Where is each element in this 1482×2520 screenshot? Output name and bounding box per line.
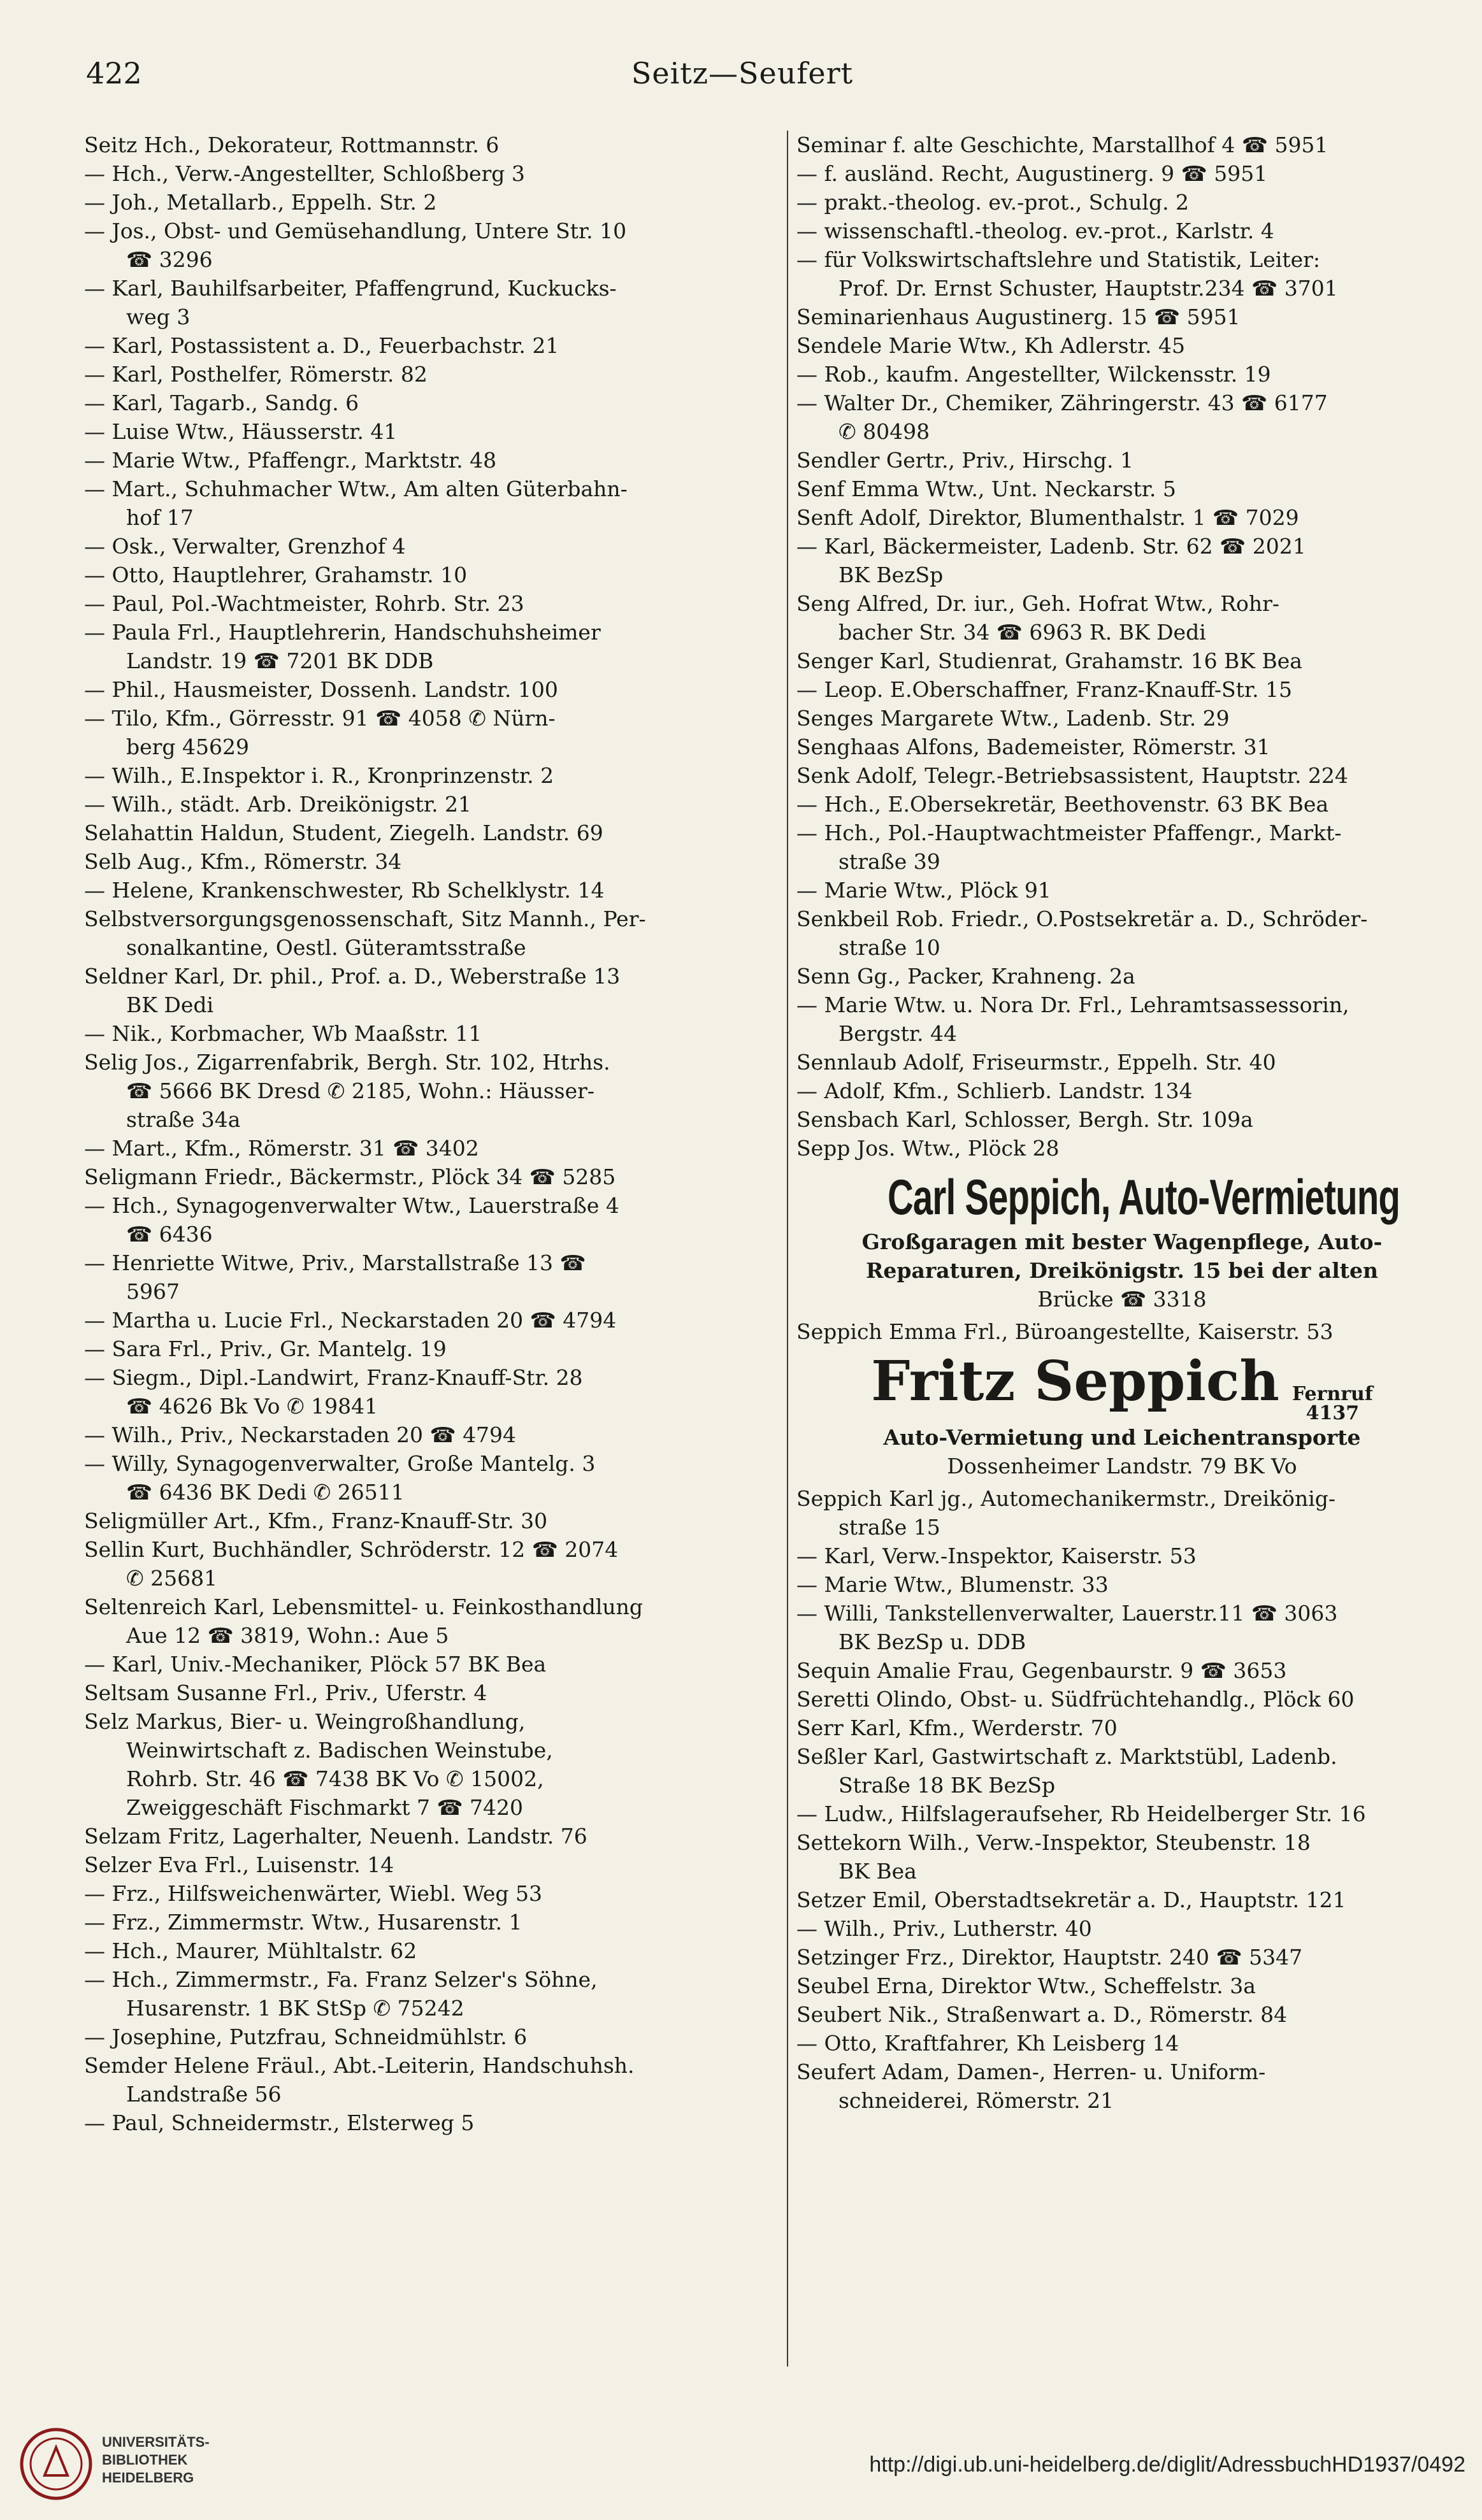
- directory-entry: — f. ausländ. Recht, Augustinerg. 9 ☎ 5951: [796, 161, 1268, 186]
- directory-entry: Senkbeil Rob. Friedr., O.Postsekretär a. D., Schröder-: [796, 906, 1368, 931]
- directory-entry: straße 39: [796, 849, 940, 874]
- directory-entry: Seufert Adam, Damen-, Herren- u. Uniform-: [796, 2059, 1266, 2084]
- directory-entry: hof 17: [84, 505, 194, 530]
- directory-entry: — Otto, Kraftfahrer, Kh Leisberg 14: [796, 2031, 1179, 2056]
- directory-entry: — für Volkswirtschaftslehre und Statistik, Leiter:: [796, 247, 1320, 272]
- directory-entry: — Leop. E.Oberschaffner, Franz-Knauff-Str. 15: [796, 677, 1293, 702]
- directory-entry: straße 10: [796, 935, 940, 960]
- directory-entry: straße 15: [796, 1515, 940, 1540]
- directory-entry: — Karl, Bauhilfsarbeiter, Pfaffengrund, Kuckucks-: [84, 276, 617, 301]
- directory-entry: — Otto, Hauptlehrer, Grahamstr. 10: [84, 562, 468, 587]
- column-divider: [787, 131, 788, 2366]
- left-column: [84, 131, 781, 2137]
- directory-entry: Rohrb. Str. 46 ☎ 7438 BK Vo ✆ 15002,: [84, 1766, 544, 1791]
- ad-fritz-seppich-title: Fritz Seppich: [871, 1349, 1279, 1414]
- directory-entry: — Willy, Synagogenverwalter, Große Mantelg. 3: [84, 1451, 596, 1476]
- right-column-mid-entries: [796, 1317, 1448, 1346]
- directory-entry: Straße 18 BK BezSp: [796, 1773, 1056, 1798]
- directory-entry: Sennlaub Adolf, Friseurmstr., Eppelh. Str. 40: [796, 1050, 1276, 1075]
- directory-entry: — Sara Frl., Priv., Gr. Mantelg. 19: [84, 1336, 447, 1361]
- directory-entry: — Tilo, Kfm., Görresstr. 91 ☎ 4058 ✆ Nürn-: [84, 706, 556, 731]
- directory-entry: Selig Jos., Zigarrenfabrik, Bergh. Str. 102, Htrhs.: [84, 1050, 610, 1075]
- source-url-link[interactable]: http://digi.ub.uni-heidelberg.de/diglit/AdressbuchHD1937/0492: [869, 2452, 1465, 2477]
- directory-entry: 5967: [84, 1279, 180, 1304]
- ad-fritz-seppich-fernruf: [1292, 1385, 1373, 1423]
- directory-entry: ☎ 5666 BK Dresd ✆ 2185, Wohn.: Häusser-: [84, 1078, 595, 1103]
- library-name-line: UNIVERSITÄTS-: [102, 2434, 210, 2450]
- directory-entry: Sensbach Karl, Schlosser, Bergh. Str. 109a: [796, 1107, 1253, 1132]
- directory-entry: Serr Karl, Kfm., Werderstr. 70: [796, 1715, 1118, 1740]
- page-footer: [0, 2414, 1482, 2520]
- directory-entry: Seubert Nik., Straßenwart a. D., Römerstr. 84: [796, 2002, 1288, 2027]
- directory-entry: — Mart., Kfm., Römerstr. 31 ☎ 3402: [84, 1136, 479, 1161]
- directory-entry: — Jos., Obst- und Gemüsehandlung, Untere Str. 10: [84, 218, 627, 243]
- directory-entry: Sendele Marie Wtw., Kh Adlerstr. 45: [796, 333, 1185, 358]
- directory-entry: Selzam Fritz, Lagerhalter, Neuenh. Landstr. 76: [84, 1824, 587, 1849]
- directory-entry: Sendler Gertr., Priv., Hirschg. 1: [796, 448, 1134, 473]
- directory-entry: — Frz., Hilfsweichenwärter, Wiebl. Weg 53: [84, 1881, 542, 1906]
- directory-entry: — Paul, Pol.-Wachtmeister, Rohrb. Str. 23: [84, 591, 524, 616]
- directory-entry: — Ludw., Hilfslageraufseher, Rb Heidelberger Str. 16: [796, 1801, 1366, 1826]
- directory-entry: Seligmann Friedr., Bäckermstr., Plöck 34 ☎ 5285: [84, 1164, 616, 1189]
- directory-entry: Sellin Kurt, Buchhändler, Schröderstr. 12 ☎ 2074: [84, 1537, 619, 1562]
- directory-entry: Seltenreich Karl, Lebensmittel- u. Feinkosthandlung: [84, 1594, 644, 1619]
- directory-entry: — Paul, Schneidermstr., Elsterweg 5: [84, 2110, 475, 2135]
- directory-entry: Seligmüller Art., Kfm., Franz-Knauff-Str. 30: [84, 1508, 548, 1533]
- ad-carl-seppich-line1: Großgaragen mit bester Wagenpflege, Auto-: [861, 1229, 1383, 1254]
- directory-entry: — Osk., Verwalter, Grenzhof 4: [84, 534, 406, 559]
- directory-entry: Senger Karl, Studienrat, Grahamstr. 16 BK Bea: [796, 648, 1302, 673]
- directory-entry: — Karl, Bäckermeister, Ladenb. Str. 62 ☎ 2021: [796, 534, 1306, 559]
- directory-entry: ☎ 6436 BK Dedi ✆ 26511: [84, 1480, 405, 1505]
- directory-entry: Seminarienhaus Augustinerg. 15 ☎ 5951: [796, 304, 1241, 329]
- directory-entry: — Karl, Verw.-Inspektor, Kaiserstr. 53: [796, 1543, 1197, 1568]
- directory-entry: Landstr. 19 ☎ 7201 BK DDB: [84, 648, 434, 673]
- directory-entry: Seitz Hch., Dekorateur, Rottmannstr. 6: [84, 132, 500, 157]
- directory-entry: — Wilh., Priv., Lutherstr. 40: [796, 1916, 1092, 1941]
- directory-entry: — Wilh., E.Inspektor i. R., Kronprinzenstr. 2: [84, 763, 554, 788]
- directory-entry: Senghaas Alfons, Bademeister, Römerstr. 31: [796, 734, 1270, 759]
- directory-entry: — Marie Wtw., Blumenstr. 33: [796, 1572, 1109, 1597]
- ad-fritz-seppich-line2: Dossenheimer Landstr. 79 BK Vo: [947, 1454, 1297, 1478]
- directory-entry: Prof. Dr. Ernst Schuster, Hauptstr.234 ☎ 3701: [796, 276, 1338, 301]
- directory-entry: Selbstversorgungsgenossenschaft, Sitz Mannh., Per-: [84, 906, 646, 931]
- directory-entry: — Wilh., städt. Arb. Dreikönigstr. 21: [84, 792, 472, 817]
- directory-entry: Bergstr. 44: [796, 1021, 957, 1046]
- directory-entry: — Hch., E.Obersekretär, Beethovenstr. 63 BK Bea: [796, 792, 1329, 817]
- ad-fritz-seppich-line1: Auto-Vermietung und Leichentransporte: [883, 1425, 1361, 1450]
- directory-entry: — Adolf, Kfm., Schlierb. Landstr. 134: [796, 1078, 1193, 1103]
- directory-entry: BK BezSp u. DDB: [796, 1629, 1026, 1654]
- directory-entry: Seminar f. alte Geschichte, Marstallhof 4 ☎ 5951: [796, 132, 1328, 157]
- directory-entry: Aue 12 ☎ 3819, Wohn.: Aue 5: [84, 1623, 449, 1648]
- ad-carl-seppich-title: Carl Seppich, Auto-Vermietung: [888, 1169, 1400, 1225]
- fernruf-label: Fernruf: [1291, 1383, 1373, 1405]
- directory-entry: BK Dedi: [84, 992, 214, 1017]
- directory-entry: — Rob., kaufm. Angestellter, Wilckensstr. 19: [796, 362, 1271, 387]
- directory-entry: — Wilh., Priv., Neckarstaden 20 ☎ 4794: [84, 1422, 517, 1447]
- directory-entry: BK Bea: [796, 1859, 917, 1884]
- directory-entry: Landstraße 56: [84, 2082, 282, 2107]
- directory-entry: — Mart., Schuhmacher Wtw., Am alten Güterbahn-: [84, 476, 628, 501]
- directory-entry: Selzer Eva Frl., Luisenstr. 14: [84, 1852, 394, 1877]
- fernruf-number: 4137: [1306, 1402, 1360, 1424]
- ad-carl-seppich-line2: Reparaturen, Dreikönigstr. 15 bei der alten: [865, 1258, 1378, 1283]
- directory-entry: Setzer Emil, Oberstadtsekretär a. D., Hauptstr. 121: [796, 1887, 1346, 1912]
- page-header: [86, 56, 1399, 107]
- directory-entry: Seubel Erna, Direktor Wtw., Scheffelstr. 3a: [796, 1973, 1256, 1998]
- right-column-top-entries: [796, 131, 1448, 1163]
- right-column: [796, 131, 1448, 2115]
- ad-carl-seppich-line3: Brücke ☎ 3318: [1037, 1287, 1207, 1312]
- university-seal-icon: [18, 2426, 94, 2502]
- directory-entry: Seng Alfred, Dr. iur., Geh. Hofrat Wtw., Rohr-: [796, 591, 1280, 616]
- directory-entry: Semder Helene Fräul., Abt.-Leiterin, Handschuhsh.: [84, 2053, 635, 2078]
- directory-entry: Senges Margarete Wtw., Ladenb. Str. 29: [796, 706, 1230, 731]
- directory-entry: bacher Str. 34 ☎ 6963 R. BK Dedi: [796, 620, 1206, 645]
- library-name-line: BIBLIOTHEK: [102, 2452, 188, 2468]
- directory-entry: — Marie Wtw., Pfaffengr., Marktstr. 48: [84, 448, 497, 473]
- right-column-bottom-entries: [796, 1484, 1448, 2115]
- directory-entry: Senf Emma Wtw., Unt. Neckarstr. 5: [796, 476, 1176, 501]
- directory-entry: ☎ 3296: [84, 247, 213, 272]
- library-name-line: HEIDELBERG: [102, 2470, 194, 2486]
- directory-entry: — Marie Wtw., Plöck 91: [796, 878, 1051, 903]
- directory-entry: — Nik., Korbmacher, Wb Maaßstr. 11: [84, 1021, 482, 1046]
- directory-entry: Setzinger Frz., Direktor, Hauptstr. 240 ☎ 5347: [796, 1945, 1303, 1970]
- directory-entry: Seppich Karl jg., Automechanikermstr., Dreikönig-: [796, 1486, 1336, 1511]
- directory-entry: — Hch., Synagogenverwalter Wtw., Lauerstraße 4: [84, 1193, 619, 1218]
- directory-entry: schneiderei, Römerstr. 21: [796, 2088, 1114, 2113]
- directory-entry: — Karl, Postassistent a. D., Feuerbachstr. 21: [84, 333, 559, 358]
- directory-entry: weg 3: [84, 304, 191, 329]
- library-name: [102, 2433, 210, 2487]
- directory-entry: — Phil., Hausmeister, Dossenh. Landstr. 100: [84, 677, 558, 702]
- directory-entry: — Paula Frl., Hauptlehrerin, Handschuhsheimer: [84, 620, 601, 645]
- directory-entry: Seßler Karl, Gastwirtschaft z. Marktstübl, Ladenb.: [796, 1744, 1337, 1769]
- directory-entry: Seltsam Susanne Frl., Priv., Uferstr. 4: [84, 1680, 487, 1705]
- directory-entry: — Hch., Pol.-Hauptwachtmeister Pfaffengr., Markt-: [796, 820, 1342, 845]
- directory-entry: — Willi, Tankstellenverwalter, Lauerstr.11 ☎ 3063: [796, 1601, 1338, 1626]
- directory-entry: — Karl, Tagarb., Sandg. 6: [84, 390, 359, 415]
- directory-entry: — Joh., Metallarb., Eppelh. Str. 2: [84, 190, 437, 215]
- directory-entry: Weinwirtschaft z. Badischen Weinstube,: [84, 1738, 553, 1763]
- directory-entry: — Karl, Univ.-Mechaniker, Plöck 57 BK Bea: [84, 1652, 547, 1677]
- directory-entry: berg 45629: [84, 734, 250, 759]
- directory-entry: — Walter Dr., Chemiker, Zähringerstr. 43 ☎ 6177: [796, 390, 1328, 415]
- directory-entry: — Hch., Maurer, Mühltalstr. 62: [84, 1938, 417, 1963]
- directory-entry: Settekorn Wilh., Verw.-Inspektor, Steubenstr. 18: [796, 1830, 1311, 1855]
- directory-entry: ☎ 6436: [84, 1222, 213, 1247]
- ad-fritz-seppich: [796, 1350, 1448, 1480]
- directory-entry: ☎ 4626 Bk Vo ✆ 19841: [84, 1394, 378, 1419]
- directory-entry: — prakt.-theolog. ev.-prot., Schulg. 2: [796, 190, 1190, 215]
- directory-entry: Senn Gg., Packer, Krahneng. 2a: [796, 964, 1135, 989]
- directory-entry: Seretti Olindo, Obst- u. Südfrüchtehandlg., Plöck 60: [796, 1687, 1355, 1712]
- directory-entry: Sequin Amalie Frau, Gegenbaurstr. 9 ☎ 3653: [796, 1658, 1287, 1683]
- directory-entry: straße 34a: [84, 1107, 241, 1132]
- directory-entry: Husarenstr. 1 BK StSp ✆ 75242: [84, 1996, 464, 2021]
- directory-entry: Seppich Emma Frl., Büroangestellte, Kaiserstr. 53: [796, 1319, 1334, 1344]
- directory-entry: sonalkantine, Oestl. Güteramtsstraße: [84, 935, 526, 960]
- running-head: Seitz—Seufert: [631, 56, 854, 90]
- directory-entry: BK BezSp: [796, 562, 944, 587]
- directory-entry: ✆ 25681: [84, 1566, 218, 1591]
- directory-entry: — Helene, Krankenschwester, Rb Schelklystr. 14: [84, 878, 605, 903]
- directory-entry: Seldner Karl, Dr. phil., Prof. a. D., Weberstraße 13: [84, 964, 621, 989]
- page-number: 422: [86, 56, 142, 90]
- directory-entry: — Martha u. Lucie Frl., Neckarstaden 20 ☎ 4794: [84, 1308, 617, 1333]
- directory-entry: — Siegm., Dipl.-Landwirt, Franz-Knauff-Str. 28: [84, 1365, 583, 1390]
- directory-entry: — Frz., Zimmermstr. Wtw., Husarenstr. 1: [84, 1910, 522, 1935]
- directory-entry: Selz Markus, Bier- u. Weingroßhandlung,: [84, 1709, 526, 1734]
- directory-entry: — Henriette Witwe, Priv., Marstallstraße 13 ☎: [84, 1250, 586, 1275]
- directory-entry: Sepp Jos. Wtw., Plöck 28: [796, 1136, 1060, 1161]
- directory-entry: ✆ 80498: [796, 419, 930, 444]
- directory-entry: Zweiggeschäft Fischmarkt 7 ☎ 7420: [84, 1795, 524, 1820]
- directory-entry: — wissenschaftl.-theolog. ev.-prot., Karlstr. 4: [796, 218, 1274, 243]
- directory-entry: Selahattin Haldun, Student, Ziegelh. Landstr. 69: [84, 820, 603, 845]
- directory-entry: — Hch., Zimmermstr., Fa. Franz Selzer's Söhne,: [84, 1967, 598, 1992]
- directory-entry: — Hch., Verw.-Angestellter, Schloßberg 3: [84, 161, 525, 186]
- directory-entry: Selb Aug., Kfm., Römerstr. 34: [84, 849, 402, 874]
- directory-entry: — Luise Wtw., Häusserstr. 41: [84, 419, 398, 444]
- ad-carl-seppich: [796, 1166, 1448, 1314]
- directory-entry: Senft Adolf, Direktor, Blumenthalstr. 1 ☎ 7029: [796, 505, 1299, 530]
- directory-entry: Senk Adolf, Telegr.-Betriebsassistent, Hauptstr. 224: [796, 763, 1348, 788]
- directory-entry: — Marie Wtw. u. Nora Dr. Frl., Lehramtsassessorin,: [796, 992, 1349, 1017]
- directory-entry: — Karl, Posthelfer, Römerstr. 82: [84, 362, 428, 387]
- directory-entry: — Josephine, Putzfrau, Schneidmühlstr. 6: [84, 2024, 528, 2049]
